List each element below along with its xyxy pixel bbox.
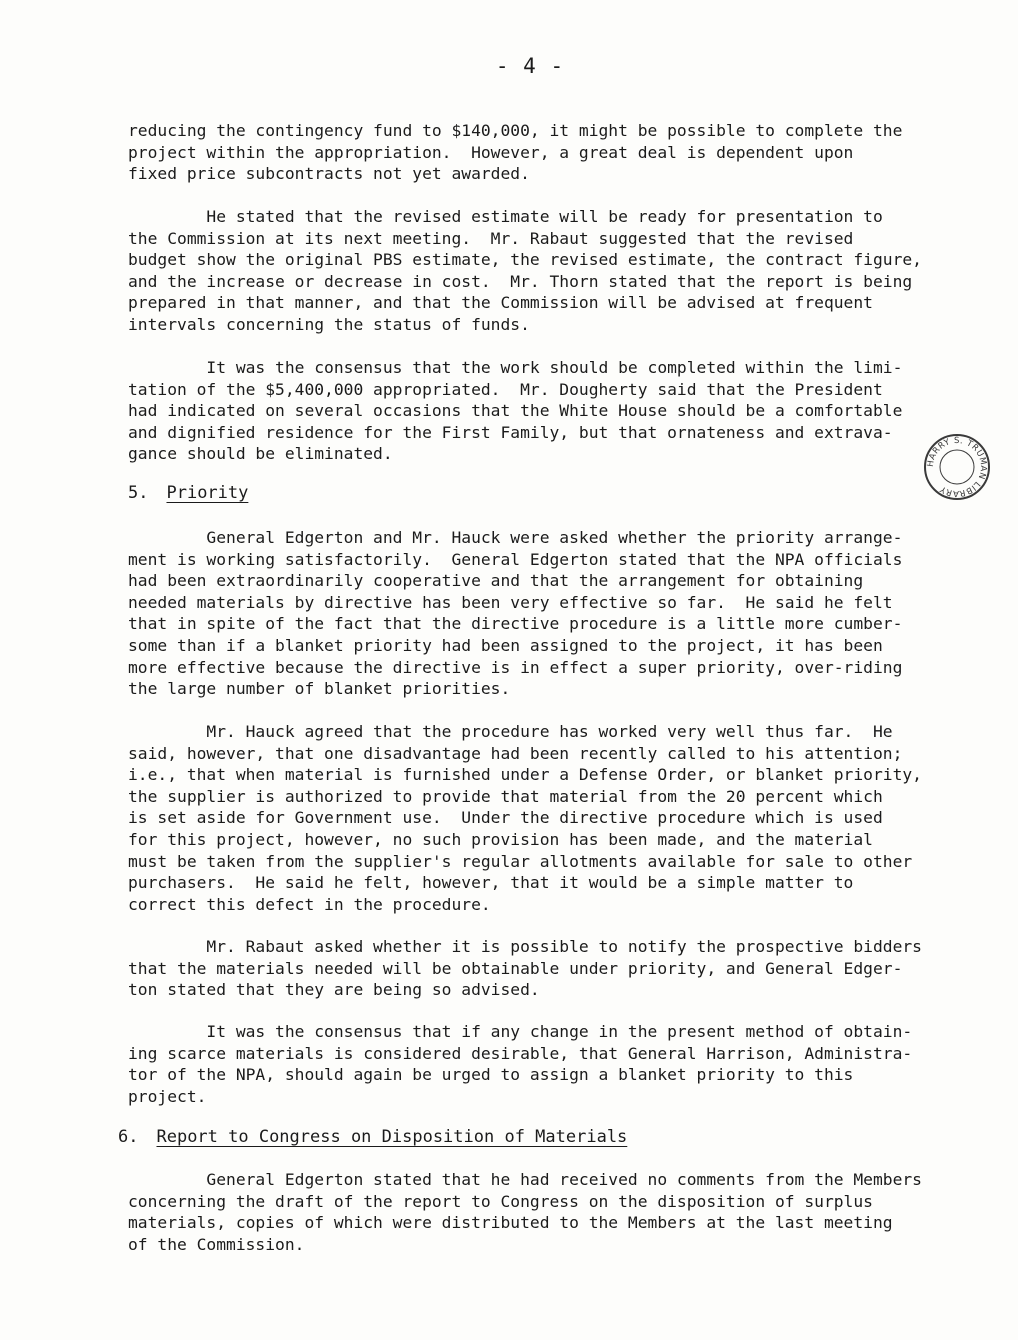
text-line: It was the consensus that if any change in the present method of obtain- (128, 1022, 913, 1041)
section-title: Priority (166, 483, 249, 503)
text-line: concerning the draft of the report to Congress on the disposition of surplus (128, 1191, 873, 1211)
text-line: needed materials by directive has been very effective so far. He said he felt (128, 592, 893, 612)
text-line: budget show the original PBS estimate, the revised estimate, the contract figure, (128, 250, 922, 270)
paragraph-priority-arrangement (128, 527, 984, 700)
text-line: Mr. Hauck agreed that the procedure has worked very well thus far. He (128, 722, 893, 741)
text-line: ing scarce materials is considered desirable, that General Harrison, Administra- (128, 1043, 913, 1063)
text-line: more effective because the directive is in effect a super priority, over-riding (128, 657, 903, 677)
text-line: some than if a blanket priority had been assigned to the project, it has been (128, 635, 883, 655)
text-line: materials, copies of which were distributed to the Members at the last meeting (128, 1213, 893, 1233)
paragraph-consensus-scarce-materials (128, 1021, 984, 1107)
text-line: He stated that the revised estimate will be ready for presentation to (128, 207, 883, 226)
text-line: ton stated that they are being so advised. (128, 980, 540, 1000)
text-line: that the materials needed will be obtainable under priority, and General Edger- (128, 958, 903, 978)
text-line: ment is working satisfactorily. General Edgerton stated that the NPA officials (128, 549, 903, 569)
library-stamp-seal-icon (922, 432, 992, 502)
svg-text:HARRY S. TRUMAN LIBRARY: HARRY S. TRUMAN LIBRARY (925, 435, 989, 499)
text-line: must be taken from the supplier's regular allotments available for sale to other (128, 851, 913, 871)
paragraph-consensus-limitation (128, 357, 984, 465)
text-line: the large number of blanket priorities. (128, 679, 511, 699)
section-title: Report to Congress on Disposition of Materials (156, 1127, 628, 1147)
text-line: gance should be eliminated. (128, 444, 393, 464)
text-line: project. (128, 1086, 207, 1106)
section-number: 5. (128, 483, 149, 503)
text-line: tor of the NPA, should again be urged to assign a blanket priority to this (128, 1065, 854, 1085)
text-line: i.e., that when material is furnished under a Defense Order, or blanket priority, (128, 765, 922, 785)
paragraph-hauck-agreed (128, 721, 984, 915)
library-stamp (922, 432, 992, 502)
text-line: that in spite of the fact that the directive procedure is a little more cumber- (128, 614, 903, 634)
text-line: reducing the contingency fund to $140,000, it might be possible to complete the (128, 121, 903, 140)
paragraph-draft-report (128, 1169, 984, 1255)
text-line: intervals concerning the status of funds. (128, 314, 530, 334)
text-line: and the increase or decrease in cost. Mr. Thorn stated that the report is being (128, 271, 913, 291)
text-line: the Commission at its next meeting. Mr. Rabaut suggested that the revised (128, 228, 854, 248)
text-line: General Edgerton and Mr. Hauck were asked whether the priority arrange- (128, 528, 903, 547)
paragraph-revised-estimate (128, 206, 984, 336)
text-line: the supplier is authorized to provide that material from the 20 percent which (128, 786, 883, 806)
text-line: had indicated on several occasions that the White House should be a comfortable (128, 401, 903, 421)
paragraph-notify-bidders (128, 936, 984, 1001)
text-line: fixed price subcontracts not yet awarded. (128, 164, 530, 184)
text-line: of the Commission. (128, 1234, 305, 1254)
text-line: Mr. Rabaut asked whether it is possible to notify the prospective bidders (128, 937, 922, 956)
section-heading-report-to-congress (118, 1126, 627, 1148)
text-line: project within the appropriation. However, a great deal is dependent upon (128, 142, 854, 162)
section-number: 6. (118, 1127, 139, 1147)
paragraph-contingency-fund (128, 120, 984, 185)
text-line: tation of the $5,400,000 appropriated. Mr. Dougherty said that the President (128, 379, 883, 399)
text-line: It was the consensus that the work should be completed within the limi- (128, 358, 903, 377)
text-line: for this project, however, no such provision has been made, and the material (128, 829, 873, 849)
text-line: and dignified residence for the First Family, but that ornateness and extrava- (128, 422, 893, 442)
text-line: General Edgerton stated that he had received no comments from the Members (128, 1170, 922, 1189)
page-number: - 4 - (495, 54, 565, 78)
text-line: purchasers. He said he felt, however, that it would be a simple matter to (128, 873, 854, 893)
text-line: correct this defect in the procedure. (128, 894, 491, 914)
text-line: had been extraordinarily cooperative and that the arrangement for obtaining (128, 571, 864, 591)
text-line: prepared in that manner, and that the Commission will be advised at frequent (128, 293, 873, 313)
section-heading-priority (128, 482, 248, 504)
text-line: is set aside for Government use. Under the directive procedure which is used (128, 808, 883, 828)
text-line: said, however, that one disadvantage had been recently called to his attention; (128, 743, 903, 763)
